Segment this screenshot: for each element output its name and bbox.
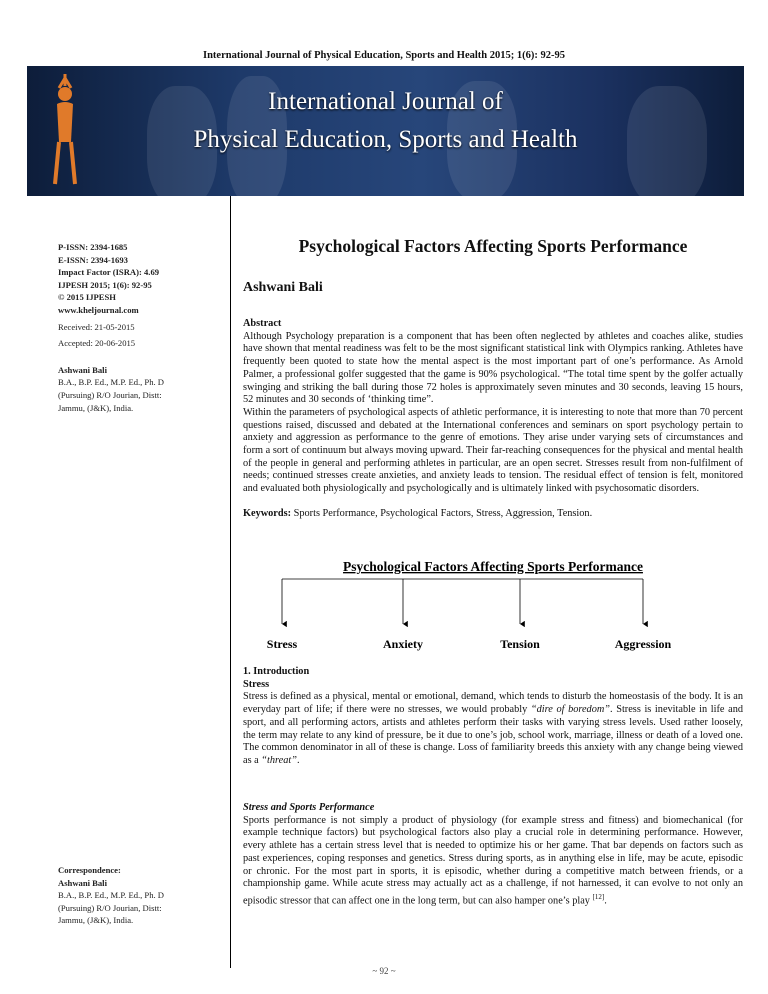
keywords bbox=[243, 508, 743, 521]
paper-author: Ashwani Bali bbox=[243, 280, 323, 295]
volume-info: IJPESH 2015; 1(6): 92-95 bbox=[58, 279, 152, 290]
correspondence-label: Correspondence: bbox=[58, 865, 121, 875]
correspondence-aff: Jammu, (J&K), India. bbox=[58, 915, 134, 926]
copyright: © 2015 IJPESH bbox=[58, 292, 116, 303]
diagram-item-anxiety: Anxiety bbox=[383, 637, 423, 651]
column-divider bbox=[230, 196, 231, 968]
stress-sports-section bbox=[243, 802, 743, 908]
banner-title-line2: Physical Education, Sports and Health bbox=[193, 126, 578, 153]
abstract-section bbox=[243, 318, 743, 521]
banner-title-line1: International Journal of bbox=[268, 88, 503, 115]
sidebar-author-aff: (Pursuing) R/O Jourian, Distt: bbox=[58, 389, 162, 400]
journal-banner bbox=[27, 66, 744, 196]
abstract-paragraph: Although Psychology preparation is a component that has been often neglected by athletes and coaches alike, studies have shown that mental readiness was felt to be the most significant statistical link with Olympics ranking. Athletes have frequently been quoted to state how the mental aspect is the most important part of one’s performance. As Arnold Palmer, a professional golfer suggested that the game is 90% psychological. “The total time spent by the golfer actually swinging and striking the ball during those 72 holes is approximately seven minutes and 30 seconds, leaving 15 hours, 52 minutes and 30 seconds of ‘thinking time”. bbox=[243, 330, 743, 406]
journal-header: International Journal of Physical Education, Sports and Health 2015; 1(6): 92-95 bbox=[203, 50, 565, 61]
journal-website: www.kheljournal.com bbox=[58, 304, 139, 315]
correspondence-aff: (Pursuing) R/O Jourian, Distt: bbox=[58, 902, 162, 913]
stress-heading: Stress bbox=[243, 678, 270, 690]
keywords-text: Sports Performance, Psychological Factors, Stress, Aggression, Tension. bbox=[293, 507, 593, 519]
paper-title: Psychological Factors Affecting Sports Performance bbox=[298, 236, 688, 256]
accepted-date: Accepted: 20-06-2015 bbox=[58, 338, 136, 349]
diagram-title: Psychological Factors Affecting Sports Performance bbox=[343, 559, 643, 574]
intro-heading: 1. Introduction bbox=[243, 666, 310, 677]
diagram-item-aggression: Aggression bbox=[614, 637, 672, 651]
sidebar-author-aff: Jammu, (J&K), India. bbox=[58, 402, 134, 413]
sidebar-author-name: Ashwani Bali bbox=[58, 364, 107, 375]
correspondence-aff: B.A., B.P. Ed., M.P. Ed., Ph. D bbox=[58, 890, 165, 901]
sidebar-meta bbox=[58, 241, 218, 414]
ssp-paragraph: Sports performance is not simply a product of physiology (for example stress and fitness) and biomechanical (for example technique factors) but psychological factors also play a crucial role in determining performance. However, every athlete has a certain stress level that is needed to optimize his or her game. That bar depends on factors such as past experiences, coping responses and genetics. Stress during sports, as in anything else in life, may be acute, episodic or chronic. For the most part in sports, it is episodic, whether during a competitive match between friends, or a championship game. While acute stress may actually act as a challenge, if not harnessed, it can evolve to not only an episodic stressor that can affect one in the long term, but can also hamper one’s play [12]. bbox=[243, 814, 743, 907]
received-date: Received: 21-05-2015 bbox=[58, 321, 135, 332]
page-number: ~ 92 ~ bbox=[372, 966, 396, 976]
impact-factor: Impact Factor (ISRA): 4.69 bbox=[58, 267, 160, 278]
sidebar-correspondence bbox=[58, 864, 218, 927]
diagram-item-tension: Tension bbox=[500, 637, 540, 651]
keywords-label: Keywords: bbox=[243, 507, 292, 519]
diagram-item-stress: Stress bbox=[266, 637, 298, 651]
e-issn: E-ISSN: 2394-1693 bbox=[58, 254, 128, 265]
correspondence-name: Ashwani Bali bbox=[58, 877, 107, 888]
p-issn: P-ISSN: 2394-1685 bbox=[58, 242, 128, 252]
introduction-section bbox=[243, 666, 743, 768]
factors-diagram bbox=[243, 556, 743, 656]
sidebar-author-aff: B.A., B.P. Ed., M.P. Ed., Ph. D bbox=[58, 377, 165, 388]
abstract-heading: Abstract bbox=[243, 318, 282, 329]
ssp-heading: Stress and Sports Performance bbox=[243, 802, 375, 813]
abstract-paragraph: Within the parameters of psychological aspects of athletic performance, it is interesting to note that more than 70 percent questions raised, discussed and debated at the International conferences and seminars on sport psychology pertain to anxiety and aggression as performance to the genre of emotions. They arise under varying sets of circumstances and form a sort of continuum but always moving upward. Their far-reaching consequences for the physical and mental health of the people in general and performing athletes in particular, are an open secret. Stresses result from non-fulfilment of needs; continued stresses create anxieties, and anxiety leads to tension. The residual effect of tension is felt, monitored and evaluated both physiologically and psychologically and is ultimately linked with psychosomatic disorders. bbox=[243, 406, 743, 495]
stress-paragraph: Stress is defined as a physical, mental or emotional, demand, which tends to disturb the homeostasis of the body. It is an everyday part of life; if there were no stresses, we would probably “dire of boredom”. Stress is inevitable in life and sport, and all performing actors, artists and athletes perform their tasks with varying stress levels. Used rather loosely, the term may relate to any kind of pressure, be it due to one’s job, school work, marriage, illness or death of a loved one. The common denominator in all of these is change. Loss of familiarity breeds this anxiety with any change being viewed as a “threat”. bbox=[243, 691, 743, 766]
